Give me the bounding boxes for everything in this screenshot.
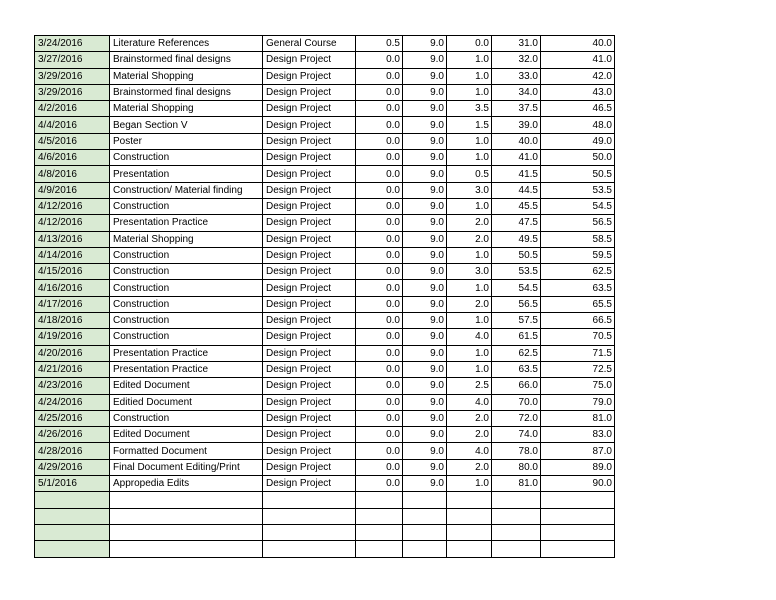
time-cell: 1.0: [447, 361, 492, 377]
total-cell: 75.0: [541, 378, 615, 394]
hours-cell: 0.0: [356, 84, 403, 100]
subtotal-cell: 62.5: [492, 345, 541, 361]
value-cell: 9.0: [403, 231, 447, 247]
value-cell: 9.0: [403, 133, 447, 149]
subtotal-cell: [492, 524, 541, 540]
time-cell: 1.0: [447, 68, 492, 84]
activity-cell: Construction: [110, 280, 263, 296]
table-row: [35, 166, 615, 182]
time-cell: [447, 492, 492, 508]
time-cell: 1.0: [447, 476, 492, 492]
value-cell: 9.0: [403, 410, 447, 426]
date-cell: 5/1/2016: [35, 476, 110, 492]
activity-cell: Construction: [110, 410, 263, 426]
date-cell: 4/5/2016: [35, 133, 110, 149]
total-cell: [541, 492, 615, 508]
activity-cell: Appropedia Edits: [110, 476, 263, 492]
total-cell: 71.5: [541, 345, 615, 361]
table-row: [35, 150, 615, 166]
subtotal-cell: 31.0: [492, 36, 541, 52]
category-cell: [263, 524, 356, 540]
activity-cell: Construction: [110, 313, 263, 329]
time-cell: 1.0: [447, 247, 492, 263]
hours-cell: [356, 541, 403, 557]
category-cell: Design Project: [263, 459, 356, 475]
date-cell: 4/8/2016: [35, 166, 110, 182]
activity-cell: [110, 541, 263, 557]
hours-cell: 0.5: [356, 36, 403, 52]
total-cell: 43.0: [541, 84, 615, 100]
subtotal-cell: 49.5: [492, 231, 541, 247]
activity-cell: Presentation Practice: [110, 215, 263, 231]
activity-cell: Final Document Editing/Print: [110, 459, 263, 475]
time-cell: 2.0: [447, 215, 492, 231]
date-cell: 4/20/2016: [35, 345, 110, 361]
value-cell: 9.0: [403, 427, 447, 443]
total-cell: 40.0: [541, 36, 615, 52]
subtotal-cell: 61.5: [492, 329, 541, 345]
hours-cell: 0.0: [356, 296, 403, 312]
date-cell: 4/9/2016: [35, 182, 110, 198]
table-row: [35, 68, 615, 84]
subtotal-cell: 32.0: [492, 52, 541, 68]
total-cell: [541, 508, 615, 524]
value-cell: 9.0: [403, 264, 447, 280]
time-cell: 1.0: [447, 280, 492, 296]
value-cell: 9.0: [403, 36, 447, 52]
total-cell: 90.0: [541, 476, 615, 492]
hours-cell: 0.0: [356, 52, 403, 68]
value-cell: 9.0: [403, 313, 447, 329]
date-cell: 4/15/2016: [35, 264, 110, 280]
hours-cell: 0.0: [356, 68, 403, 84]
total-cell: 89.0: [541, 459, 615, 475]
subtotal-cell: 72.0: [492, 410, 541, 426]
table-row: [35, 296, 615, 312]
total-cell: 41.0: [541, 52, 615, 68]
time-cell: 4.0: [447, 329, 492, 345]
subtotal-cell: 56.5: [492, 296, 541, 312]
activity-cell: Construction: [110, 198, 263, 214]
activity-cell: Editied Document: [110, 394, 263, 410]
value-cell: 9.0: [403, 166, 447, 182]
table-row: [35, 524, 615, 540]
category-cell: Design Project: [263, 345, 356, 361]
hours-cell: 0.0: [356, 459, 403, 475]
value-cell: 9.0: [403, 101, 447, 117]
value-cell: [403, 524, 447, 540]
category-cell: [263, 508, 356, 524]
date-cell: 4/18/2016: [35, 313, 110, 329]
subtotal-cell: 50.5: [492, 247, 541, 263]
total-cell: 65.5: [541, 296, 615, 312]
value-cell: 9.0: [403, 476, 447, 492]
time-cell: [447, 508, 492, 524]
time-log-body: [35, 36, 615, 558]
total-cell: 53.5: [541, 182, 615, 198]
date-cell: [35, 508, 110, 524]
table-row: [35, 492, 615, 508]
subtotal-cell: 44.5: [492, 182, 541, 198]
value-cell: 9.0: [403, 215, 447, 231]
time-cell: 1.0: [447, 133, 492, 149]
category-cell: Design Project: [263, 117, 356, 133]
value-cell: 9.0: [403, 394, 447, 410]
hours-cell: 0.0: [356, 231, 403, 247]
subtotal-cell: 74.0: [492, 427, 541, 443]
subtotal-cell: 34.0: [492, 84, 541, 100]
hours-cell: 0.0: [356, 264, 403, 280]
time-cell: 0.0: [447, 36, 492, 52]
hours-cell: 0.0: [356, 182, 403, 198]
table-row: [35, 541, 615, 557]
date-cell: [35, 492, 110, 508]
date-cell: 4/13/2016: [35, 231, 110, 247]
activity-cell: Edited Document: [110, 378, 263, 394]
category-cell: Design Project: [263, 215, 356, 231]
time-cell: 3.0: [447, 264, 492, 280]
activity-cell: Construction: [110, 264, 263, 280]
value-cell: [403, 541, 447, 557]
activity-cell: Poster: [110, 133, 263, 149]
date-cell: 4/21/2016: [35, 361, 110, 377]
date-cell: [35, 541, 110, 557]
category-cell: Design Project: [263, 182, 356, 198]
hours-cell: 0.0: [356, 198, 403, 214]
total-cell: 79.0: [541, 394, 615, 410]
date-cell: 4/25/2016: [35, 410, 110, 426]
date-cell: 4/29/2016: [35, 459, 110, 475]
total-cell: 59.5: [541, 247, 615, 263]
activity-cell: [110, 492, 263, 508]
value-cell: 9.0: [403, 182, 447, 198]
total-cell: 81.0: [541, 410, 615, 426]
activity-cell: Formatted Document: [110, 443, 263, 459]
category-cell: Design Project: [263, 101, 356, 117]
table-row: [35, 394, 615, 410]
category-cell: Design Project: [263, 443, 356, 459]
date-cell: 4/12/2016: [35, 198, 110, 214]
time-cell: 3.5: [447, 101, 492, 117]
time-cell: [447, 541, 492, 557]
table-row: [35, 443, 615, 459]
table-row: [35, 508, 615, 524]
time-cell: 2.5: [447, 378, 492, 394]
hours-cell: 0.0: [356, 329, 403, 345]
subtotal-cell: 41.0: [492, 150, 541, 166]
hours-cell: 0.0: [356, 150, 403, 166]
table-row: [35, 101, 615, 117]
category-cell: Design Project: [263, 264, 356, 280]
table-row: [35, 476, 615, 492]
category-cell: Design Project: [263, 427, 356, 443]
time-cell: 2.0: [447, 459, 492, 475]
activity-cell: Material Shopping: [110, 231, 263, 247]
subtotal-cell: 39.0: [492, 117, 541, 133]
subtotal-cell: 78.0: [492, 443, 541, 459]
date-cell: 3/29/2016: [35, 84, 110, 100]
category-cell: Design Project: [263, 313, 356, 329]
category-cell: [263, 492, 356, 508]
subtotal-cell: 41.5: [492, 166, 541, 182]
total-cell: 58.5: [541, 231, 615, 247]
hours-cell: 0.0: [356, 394, 403, 410]
date-cell: 4/14/2016: [35, 247, 110, 263]
total-cell: 54.5: [541, 198, 615, 214]
subtotal-cell: 70.0: [492, 394, 541, 410]
subtotal-cell: [492, 541, 541, 557]
value-cell: [403, 508, 447, 524]
activity-cell: Edited Document: [110, 427, 263, 443]
total-cell: 62.5: [541, 264, 615, 280]
value-cell: 9.0: [403, 150, 447, 166]
value-cell: 9.0: [403, 443, 447, 459]
category-cell: Design Project: [263, 247, 356, 263]
subtotal-cell: 81.0: [492, 476, 541, 492]
value-cell: 9.0: [403, 68, 447, 84]
activity-cell: Began Section V: [110, 117, 263, 133]
date-cell: 4/23/2016: [35, 378, 110, 394]
category-cell: Design Project: [263, 166, 356, 182]
category-cell: Design Project: [263, 198, 356, 214]
category-cell: Design Project: [263, 296, 356, 312]
value-cell: 9.0: [403, 361, 447, 377]
category-cell: Design Project: [263, 84, 356, 100]
activity-cell: Material Shopping: [110, 101, 263, 117]
time-log-table: [34, 35, 615, 558]
hours-cell: 0.0: [356, 345, 403, 361]
value-cell: 9.0: [403, 117, 447, 133]
total-cell: 72.5: [541, 361, 615, 377]
activity-cell: Construction: [110, 329, 263, 345]
total-cell: 66.5: [541, 313, 615, 329]
hours-cell: 0.0: [356, 410, 403, 426]
total-cell: [541, 541, 615, 557]
time-cell: 3.0: [447, 182, 492, 198]
table-row: [35, 182, 615, 198]
hours-cell: 0.0: [356, 280, 403, 296]
time-cell: 1.0: [447, 198, 492, 214]
date-cell: [35, 524, 110, 540]
value-cell: 9.0: [403, 329, 447, 345]
table-row: [35, 117, 615, 133]
total-cell: 46.5: [541, 101, 615, 117]
time-cell: 2.0: [447, 296, 492, 312]
activity-cell: Literature References: [110, 36, 263, 52]
time-cell: 1.0: [447, 313, 492, 329]
time-cell: 1.5: [447, 117, 492, 133]
activity-cell: [110, 524, 263, 540]
hours-cell: [356, 524, 403, 540]
time-cell: 1.0: [447, 150, 492, 166]
value-cell: 9.0: [403, 280, 447, 296]
category-cell: Design Project: [263, 410, 356, 426]
subtotal-cell: 54.5: [492, 280, 541, 296]
total-cell: 48.0: [541, 117, 615, 133]
hours-cell: 0.0: [356, 427, 403, 443]
date-cell: 4/12/2016: [35, 215, 110, 231]
hours-cell: 0.0: [356, 133, 403, 149]
value-cell: 9.0: [403, 84, 447, 100]
subtotal-cell: 33.0: [492, 68, 541, 84]
date-cell: 4/6/2016: [35, 150, 110, 166]
activity-cell: Presentation Practice: [110, 361, 263, 377]
activity-cell: Brainstormed final designs: [110, 84, 263, 100]
category-cell: Design Project: [263, 329, 356, 345]
table-row: [35, 410, 615, 426]
activity-cell: Construction: [110, 150, 263, 166]
date-cell: 4/16/2016: [35, 280, 110, 296]
time-cell: 1.0: [447, 345, 492, 361]
value-cell: 9.0: [403, 459, 447, 475]
date-cell: 4/26/2016: [35, 427, 110, 443]
subtotal-cell: 57.5: [492, 313, 541, 329]
total-cell: 83.0: [541, 427, 615, 443]
total-cell: 63.5: [541, 280, 615, 296]
subtotal-cell: 47.5: [492, 215, 541, 231]
date-cell: 3/24/2016: [35, 36, 110, 52]
table-row: [35, 345, 615, 361]
time-cell: 1.0: [447, 52, 492, 68]
subtotal-cell: 37.5: [492, 101, 541, 117]
date-cell: 4/28/2016: [35, 443, 110, 459]
date-cell: 4/4/2016: [35, 117, 110, 133]
activity-cell: Presentation: [110, 166, 263, 182]
hours-cell: 0.0: [356, 247, 403, 263]
hours-cell: 0.0: [356, 361, 403, 377]
time-cell: 4.0: [447, 443, 492, 459]
time-cell: 4.0: [447, 394, 492, 410]
table-row: [35, 52, 615, 68]
value-cell: 9.0: [403, 198, 447, 214]
date-cell: 4/2/2016: [35, 101, 110, 117]
category-cell: Design Project: [263, 150, 356, 166]
category-cell: [263, 541, 356, 557]
total-cell: 50.5: [541, 166, 615, 182]
value-cell: 9.0: [403, 247, 447, 263]
time-cell: 2.0: [447, 427, 492, 443]
subtotal-cell: [492, 508, 541, 524]
total-cell: 49.0: [541, 133, 615, 149]
time-cell: 0.5: [447, 166, 492, 182]
total-cell: 87.0: [541, 443, 615, 459]
total-cell: [541, 524, 615, 540]
time-cell: 2.0: [447, 231, 492, 247]
hours-cell: 0.0: [356, 117, 403, 133]
table-row: [35, 198, 615, 214]
activity-cell: Presentation Practice: [110, 345, 263, 361]
total-cell: 56.5: [541, 215, 615, 231]
time-cell: [447, 524, 492, 540]
subtotal-cell: 63.5: [492, 361, 541, 377]
hours-cell: 0.0: [356, 215, 403, 231]
total-cell: 70.5: [541, 329, 615, 345]
value-cell: 9.0: [403, 296, 447, 312]
hours-cell: [356, 508, 403, 524]
hours-cell: [356, 492, 403, 508]
hours-cell: 0.0: [356, 443, 403, 459]
category-cell: Design Project: [263, 52, 356, 68]
table-row: [35, 361, 615, 377]
table-row: [35, 313, 615, 329]
table-row: [35, 427, 615, 443]
table-row: [35, 84, 615, 100]
activity-cell: Construction: [110, 247, 263, 263]
category-cell: Design Project: [263, 476, 356, 492]
category-cell: Design Project: [263, 68, 356, 84]
value-cell: 9.0: [403, 52, 447, 68]
table-row: [35, 378, 615, 394]
category-cell: Design Project: [263, 394, 356, 410]
category-cell: Design Project: [263, 231, 356, 247]
activity-cell: Material Shopping: [110, 68, 263, 84]
table-row: [35, 247, 615, 263]
subtotal-cell: 66.0: [492, 378, 541, 394]
table-row: [35, 36, 615, 52]
category-cell: Design Project: [263, 378, 356, 394]
time-cell: 1.0: [447, 84, 492, 100]
time-cell: 2.0: [447, 410, 492, 426]
table-row: [35, 133, 615, 149]
table-row: [35, 264, 615, 280]
value-cell: 9.0: [403, 345, 447, 361]
table-row: [35, 459, 615, 475]
subtotal-cell: 53.5: [492, 264, 541, 280]
date-cell: 4/17/2016: [35, 296, 110, 312]
activity-cell: Construction: [110, 296, 263, 312]
category-cell: General Course: [263, 36, 356, 52]
table-row: [35, 280, 615, 296]
date-cell: 4/19/2016: [35, 329, 110, 345]
activity-cell: [110, 508, 263, 524]
activity-cell: Construction/ Material finding: [110, 182, 263, 198]
category-cell: Design Project: [263, 133, 356, 149]
subtotal-cell: 45.5: [492, 198, 541, 214]
value-cell: [403, 492, 447, 508]
hours-cell: 0.0: [356, 313, 403, 329]
date-cell: 4/24/2016: [35, 394, 110, 410]
activity-cell: Brainstormed final designs: [110, 52, 263, 68]
date-cell: 3/29/2016: [35, 68, 110, 84]
value-cell: 9.0: [403, 378, 447, 394]
hours-cell: 0.0: [356, 166, 403, 182]
category-cell: Design Project: [263, 280, 356, 296]
date-cell: 3/27/2016: [35, 52, 110, 68]
table-row: [35, 231, 615, 247]
hours-cell: 0.0: [356, 378, 403, 394]
total-cell: 42.0: [541, 68, 615, 84]
category-cell: Design Project: [263, 361, 356, 377]
subtotal-cell: 40.0: [492, 133, 541, 149]
total-cell: 50.0: [541, 150, 615, 166]
table-row: [35, 215, 615, 231]
subtotal-cell: [492, 492, 541, 508]
hours-cell: 0.0: [356, 101, 403, 117]
hours-cell: 0.0: [356, 476, 403, 492]
subtotal-cell: 80.0: [492, 459, 541, 475]
table-row: [35, 329, 615, 345]
